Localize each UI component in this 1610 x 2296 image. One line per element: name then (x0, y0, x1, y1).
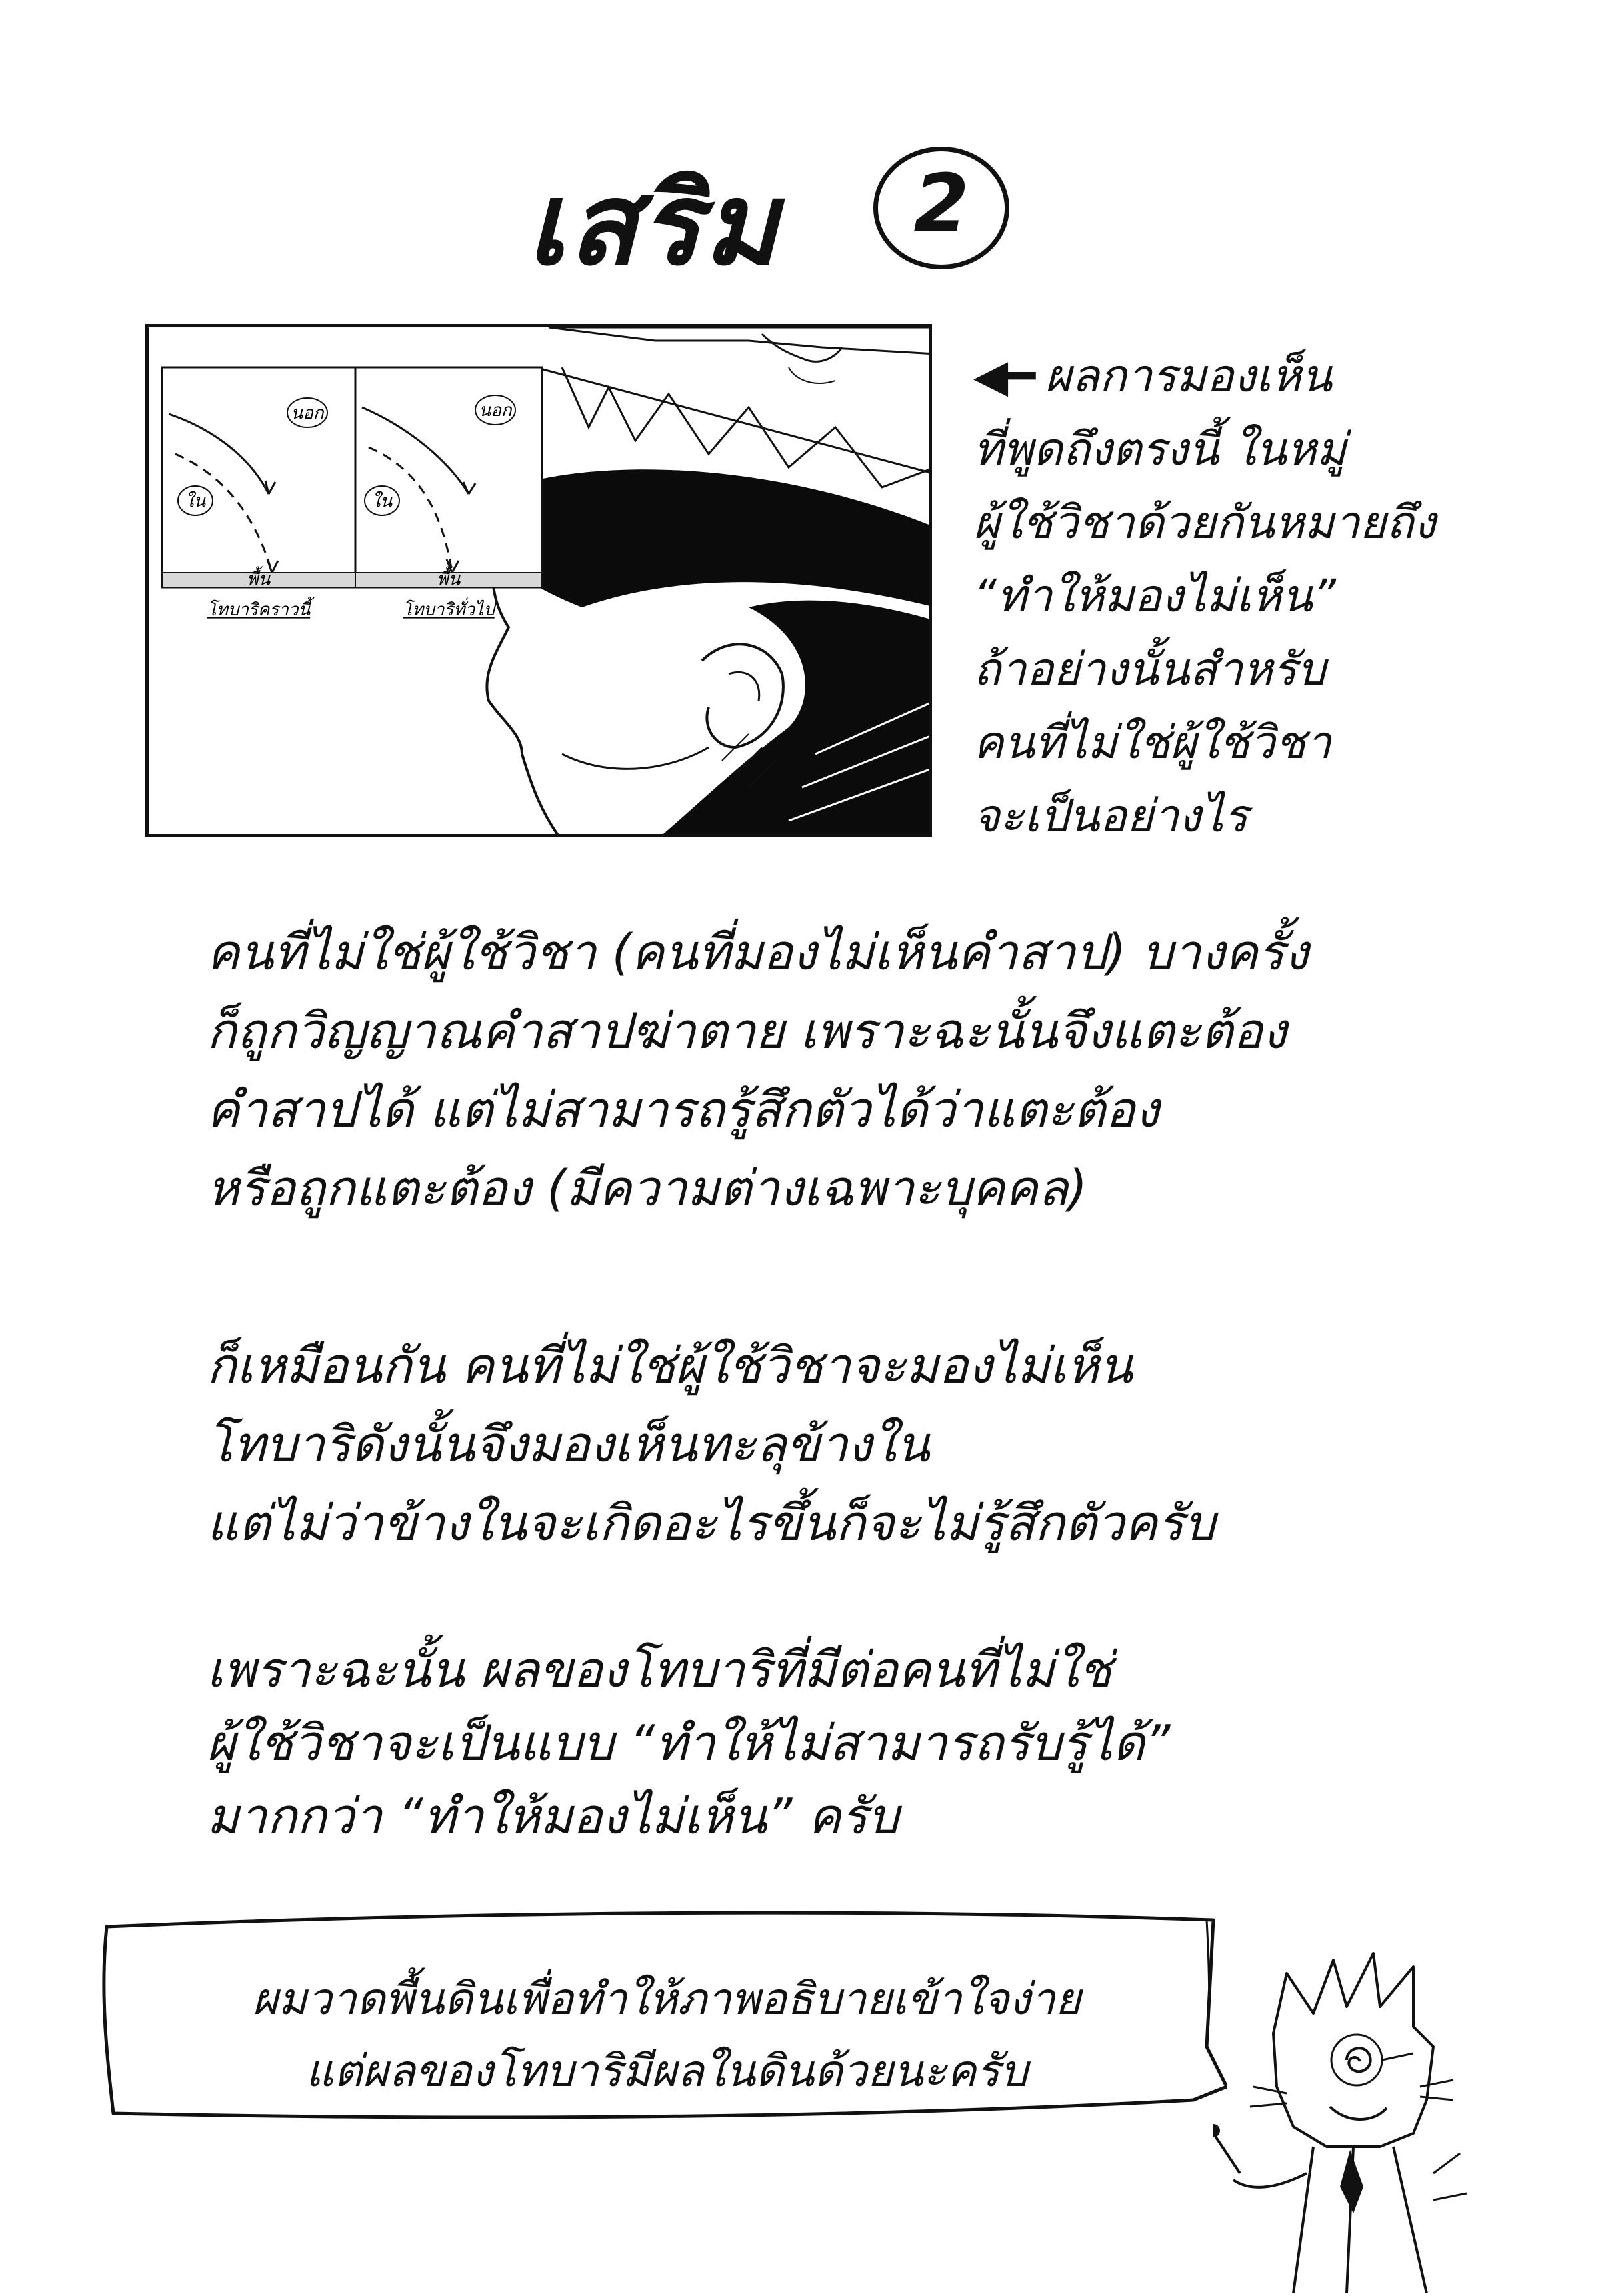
right-caption: โทบาริทั่วไป (403, 600, 495, 620)
right-outside-label: นอก (479, 401, 512, 421)
side-note-line: ผู้ใช้วิชาด้วยกันหมายถึง (973, 497, 1436, 549)
paragraph-line: ผู้ใช้วิชาจะเป็นแบบ “ทำให้ไม่สามารถรับรู้ได้” (207, 1715, 1171, 1772)
side-note-line: ที่พูดถึงตรงนี้ ในหมู่ (973, 423, 1347, 476)
right-ground-label: พื้น (437, 569, 461, 589)
right-inside-label: ใน (371, 491, 393, 511)
author-mascot-illustration (1213, 1933, 1493, 2293)
speech-bubble-line: ผมวาดพื้นดินเพื่อทำให้ภาพอธิบายเข้าใจง่าย (252, 1973, 1081, 2025)
left-caption: โทบาริคราวนี้ (207, 600, 311, 620)
paragraph-line: ก็ถูกวิญญาณคำสาปฆ่าตาย เพราะฉะนั้นจึงแตะต้อง (207, 1003, 1287, 1060)
speech-bubble (93, 1900, 1227, 2140)
page-title (527, 127, 1033, 291)
paragraph-line: เพราะฉะนั้น ผลของโทบาริที่มีต่อคนที่ไม่ใช่ (207, 1641, 1112, 1699)
paragraph-line: คำสาปได้ แต่ไม่สามารถรู้สึกตัวได้ว่าแตะต้อง (207, 1081, 1159, 1139)
left-arrow-icon: ◀━ (973, 350, 1036, 403)
side-note-line: “ทำให้มองไม่เห็น” (973, 570, 1336, 623)
paragraph-line: มากกว่า “ทำให้มองไม่เห็น” ครับ (207, 1788, 899, 1845)
paragraph-line: คนที่ไม่ใช่ผู้ใช้วิชา (คนที่มองไม่เห็นคำสาป) บางครั้ง (207, 924, 1309, 981)
manga-panel (145, 324, 932, 837)
speech-bubble-line: แต่ผลของโทบาริมีผลในดินด้วยนะครับ (305, 2045, 1028, 2097)
left-ground-label: พื้น (247, 569, 271, 589)
paragraph-line: แต่ไม่ว่าข้างในจะเกิดอะไรขึ้นก็จะไม่รู้สึกตัวครับ (207, 1495, 1215, 1552)
panel-artwork (149, 327, 932, 837)
left-outside-label: นอก (291, 403, 324, 423)
title-number-circle: 2 (873, 147, 1009, 269)
paragraph (207, 1633, 1513, 1853)
side-note-line (973, 340, 1520, 413)
side-note-line-text: ผลการมองเห็น (1045, 350, 1333, 403)
left-inside-label: ใน (185, 491, 206, 511)
paragraph (207, 913, 1513, 1228)
paragraph (207, 1327, 1513, 1563)
title-text: เสริม (527, 159, 781, 291)
side-note-line: คนที่ไม่ใช่ผู้ใช้วิชา (973, 717, 1331, 769)
paragraph-line: โทบาริดังนั้นจึงมองเห็นทะลุข้างใน (207, 1416, 930, 1473)
paragraph-line: หรือถูกแตะต้อง (มีความต่างเฉพาะบุคคล) (207, 1160, 1087, 1217)
speech-bubble-text (153, 1963, 1180, 2107)
side-note-line: ถ้าอย่างนั้นสำหรับ (973, 643, 1326, 696)
side-note-line: จะเป็นอย่างไร (973, 790, 1249, 843)
side-note (973, 340, 1520, 853)
paragraph-line: ก็เหมือนกัน คนที่ไม่ใช่ผู้ใช้วิชาจะมองไม่เห็น (207, 1337, 1133, 1395)
